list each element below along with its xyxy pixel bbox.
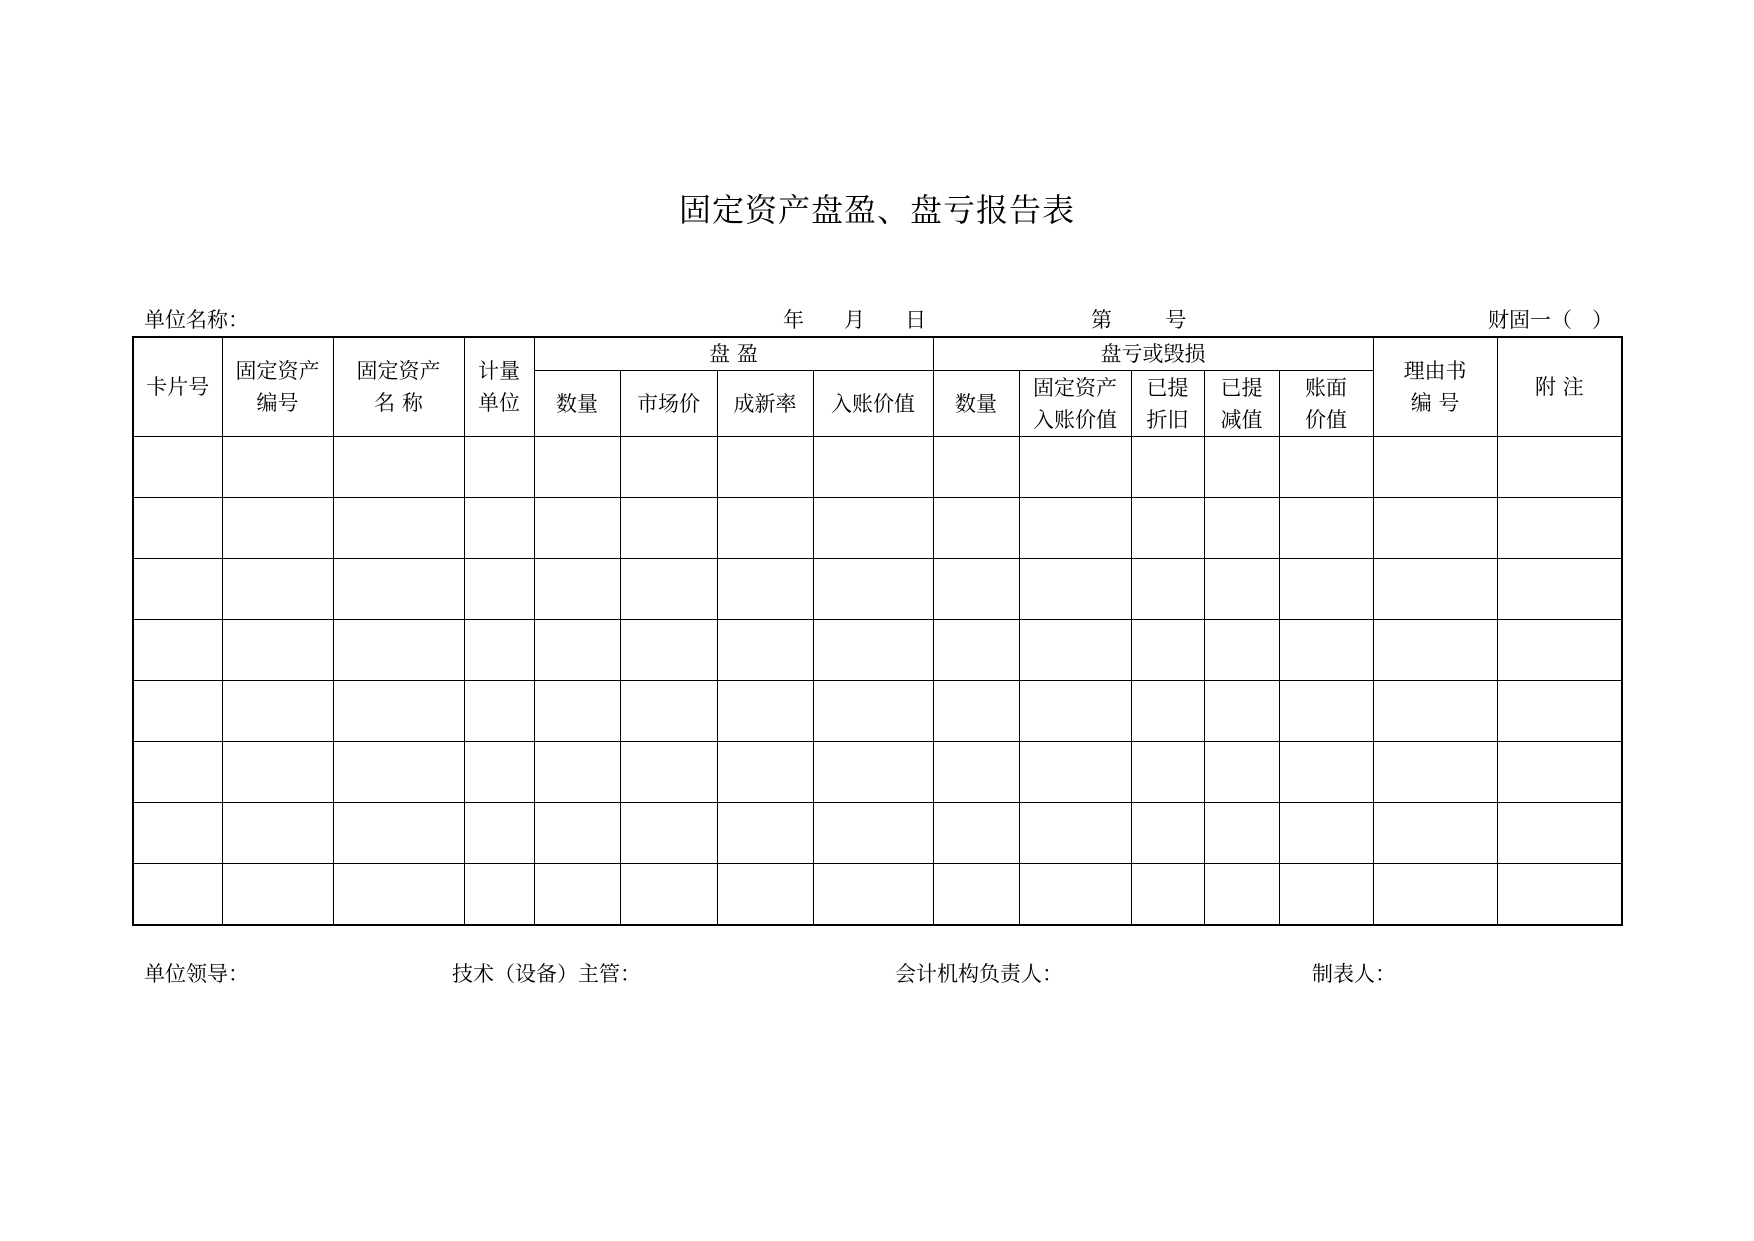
- table-row: [133, 498, 1622, 559]
- table-cell[interactable]: [133, 620, 222, 681]
- table-cell[interactable]: [1204, 681, 1279, 742]
- table-cell[interactable]: [222, 803, 333, 864]
- table-cell[interactable]: [222, 742, 333, 803]
- signature-tech-manager: 技术（设备）主管：: [452, 962, 641, 986]
- header-loss-accum-depr: 已提 折旧: [1131, 371, 1204, 437]
- table-cell[interactable]: [1279, 864, 1373, 925]
- table-cell[interactable]: [813, 498, 933, 559]
- table-cell[interactable]: [1497, 559, 1622, 620]
- table-cell[interactable]: [813, 620, 933, 681]
- header-asset-name: 固定资产 名 称: [333, 337, 464, 437]
- table-cell[interactable]: [534, 864, 620, 925]
- table-cell[interactable]: [222, 620, 333, 681]
- table-cell[interactable]: [1019, 498, 1131, 559]
- table-body: [133, 437, 1622, 925]
- date-label: 年 月 日: [783, 308, 927, 332]
- number-label: 第 号: [1091, 308, 1187, 332]
- table-cell[interactable]: [1279, 559, 1373, 620]
- table-cell[interactable]: [1279, 681, 1373, 742]
- table-row: [133, 559, 1622, 620]
- table-cell[interactable]: [620, 437, 717, 498]
- table-cell[interactable]: [1131, 864, 1204, 925]
- table-cell[interactable]: [813, 864, 933, 925]
- table-cell[interactable]: [1279, 742, 1373, 803]
- table-cell[interactable]: [1131, 498, 1204, 559]
- table-cell[interactable]: [133, 559, 222, 620]
- table-cell[interactable]: [813, 437, 933, 498]
- table-cell[interactable]: [1497, 437, 1622, 498]
- table-cell[interactable]: [717, 681, 813, 742]
- table-cell[interactable]: [1279, 803, 1373, 864]
- table-cell[interactable]: [464, 742, 534, 803]
- table-cell[interactable]: [1497, 620, 1622, 681]
- table-cell[interactable]: [1204, 742, 1279, 803]
- table-cell[interactable]: [534, 803, 620, 864]
- header-unit: 计量 单位: [464, 337, 534, 437]
- table-cell[interactable]: [333, 437, 464, 498]
- table-cell[interactable]: [1204, 803, 1279, 864]
- table-cell[interactable]: [933, 559, 1019, 620]
- table-cell[interactable]: [717, 742, 813, 803]
- table-cell[interactable]: [1019, 620, 1131, 681]
- table-cell[interactable]: [1497, 803, 1622, 864]
- table-cell[interactable]: [620, 864, 717, 925]
- table-cell[interactable]: [1279, 620, 1373, 681]
- table-cell[interactable]: [1373, 620, 1497, 681]
- table-row: [133, 620, 1622, 681]
- table-cell[interactable]: [1019, 864, 1131, 925]
- table-cell[interactable]: [333, 620, 464, 681]
- header-loss-impairment: 已提 减值: [1204, 371, 1279, 437]
- table-cell[interactable]: [1131, 803, 1204, 864]
- table-cell[interactable]: [933, 498, 1019, 559]
- table-cell[interactable]: [1373, 864, 1497, 925]
- table-cell[interactable]: [620, 498, 717, 559]
- table-cell[interactable]: [1204, 437, 1279, 498]
- table-cell[interactable]: [133, 864, 222, 925]
- table-cell[interactable]: [1373, 803, 1497, 864]
- table-cell[interactable]: [717, 559, 813, 620]
- table-cell[interactable]: [222, 559, 333, 620]
- table-cell[interactable]: [464, 864, 534, 925]
- header-loss-group: 盘亏或毁损: [933, 337, 1373, 371]
- table-cell[interactable]: [333, 559, 464, 620]
- table-cell[interactable]: [333, 864, 464, 925]
- header-asset-code: 固定资产 编号: [222, 337, 333, 437]
- table-cell[interactable]: [813, 742, 933, 803]
- table-cell[interactable]: [717, 864, 813, 925]
- table-cell[interactable]: [1497, 498, 1622, 559]
- signature-leader: 单位领导：: [144, 962, 249, 986]
- table-cell[interactable]: [813, 559, 933, 620]
- table-cell[interactable]: [933, 803, 1019, 864]
- table-cell[interactable]: [464, 559, 534, 620]
- table-cell[interactable]: [222, 864, 333, 925]
- form-title: 固定资产盘盈、盘亏报告表: [678, 191, 1075, 229]
- table-cell[interactable]: [133, 803, 222, 864]
- table-cell[interactable]: [1373, 498, 1497, 559]
- table-cell[interactable]: [1019, 803, 1131, 864]
- table-cell[interactable]: [464, 681, 534, 742]
- table-cell[interactable]: [620, 803, 717, 864]
- signature-accounting-head: 会计机构负责人：: [895, 962, 1063, 986]
- header-loss-carrying-value: 账面 价值: [1279, 371, 1373, 437]
- table-cell[interactable]: [464, 620, 534, 681]
- table-cell[interactable]: [620, 742, 717, 803]
- table-cell[interactable]: [333, 498, 464, 559]
- table-cell[interactable]: [1373, 559, 1497, 620]
- table-row: [133, 803, 1622, 864]
- table-row: [133, 437, 1622, 498]
- table-cell[interactable]: [1497, 681, 1622, 742]
- table-cell[interactable]: [1019, 681, 1131, 742]
- table-cell[interactable]: [813, 681, 933, 742]
- report-table: [132, 336, 1623, 926]
- table-cell[interactable]: [1131, 559, 1204, 620]
- table-cell[interactable]: [464, 498, 534, 559]
- table-cell[interactable]: [1131, 681, 1204, 742]
- table-cell[interactable]: [717, 803, 813, 864]
- table-cell[interactable]: [133, 437, 222, 498]
- table-row: [133, 681, 1622, 742]
- form-code: 财固一（ ）: [1488, 308, 1614, 332]
- table-cell[interactable]: [133, 742, 222, 803]
- table-cell[interactable]: [933, 620, 1019, 681]
- table-cell[interactable]: [620, 620, 717, 681]
- table-cell[interactable]: [1204, 498, 1279, 559]
- table-cell[interactable]: [933, 681, 1019, 742]
- table-cell[interactable]: [620, 559, 717, 620]
- table-cell[interactable]: [222, 498, 333, 559]
- table-cell[interactable]: [222, 437, 333, 498]
- header-surplus-market-price: 市场价: [620, 371, 717, 437]
- header-loss-asset-book-value: 固定资产 入账价值: [1019, 371, 1131, 437]
- table-cell[interactable]: [1373, 742, 1497, 803]
- table-cell[interactable]: [333, 803, 464, 864]
- table-cell[interactable]: [534, 742, 620, 803]
- table-cell[interactable]: [333, 681, 464, 742]
- table-cell[interactable]: [333, 742, 464, 803]
- header-reason-no: 理由书 编 号: [1373, 337, 1497, 437]
- table-cell[interactable]: [1131, 620, 1204, 681]
- table-cell[interactable]: [813, 803, 933, 864]
- table-cell[interactable]: [534, 559, 620, 620]
- header-surplus-newness: 成新率: [717, 371, 813, 437]
- header-surplus-book-value: 入账价值: [813, 371, 933, 437]
- header-surplus-qty: 数量: [534, 371, 620, 437]
- table-cell[interactable]: [464, 437, 534, 498]
- unit-name-label: 单位名称：: [144, 308, 249, 332]
- table-cell[interactable]: [1497, 864, 1622, 925]
- table-row: [133, 742, 1622, 803]
- table-cell[interactable]: [534, 681, 620, 742]
- table-cell[interactable]: [1131, 742, 1204, 803]
- header-remarks: 附 注: [1497, 337, 1622, 437]
- table-cell[interactable]: [1279, 498, 1373, 559]
- table-cell[interactable]: [1204, 864, 1279, 925]
- table-cell[interactable]: [1204, 620, 1279, 681]
- signature-preparer: 制表人：: [1312, 962, 1396, 986]
- table-cell[interactable]: [1019, 742, 1131, 803]
- table-cell[interactable]: [133, 498, 222, 559]
- table-cell[interactable]: [534, 437, 620, 498]
- table-cell[interactable]: [717, 498, 813, 559]
- header-card-no: 卡片号: [133, 337, 222, 437]
- table-cell[interactable]: [1131, 437, 1204, 498]
- table-cell[interactable]: [534, 498, 620, 559]
- table-cell[interactable]: [1373, 437, 1497, 498]
- table-row: [133, 864, 1622, 925]
- header-surplus-group: 盘 盈: [534, 337, 933, 371]
- table-cell[interactable]: [1497, 742, 1622, 803]
- table-cell[interactable]: [222, 681, 333, 742]
- table-cell[interactable]: [1204, 559, 1279, 620]
- table-cell[interactable]: [933, 742, 1019, 803]
- header-loss-qty: 数量: [933, 371, 1019, 437]
- table-cell[interactable]: [1373, 681, 1497, 742]
- table-cell[interactable]: [933, 864, 1019, 925]
- table-cell[interactable]: [717, 620, 813, 681]
- table-cell[interactable]: [1019, 437, 1131, 498]
- table-cell[interactable]: [1279, 437, 1373, 498]
- table-cell[interactable]: [620, 681, 717, 742]
- table-cell[interactable]: [1019, 559, 1131, 620]
- table-cell[interactable]: [717, 437, 813, 498]
- table-cell[interactable]: [534, 620, 620, 681]
- table-cell[interactable]: [933, 437, 1019, 498]
- table-cell[interactable]: [133, 681, 222, 742]
- table-cell[interactable]: [464, 803, 534, 864]
